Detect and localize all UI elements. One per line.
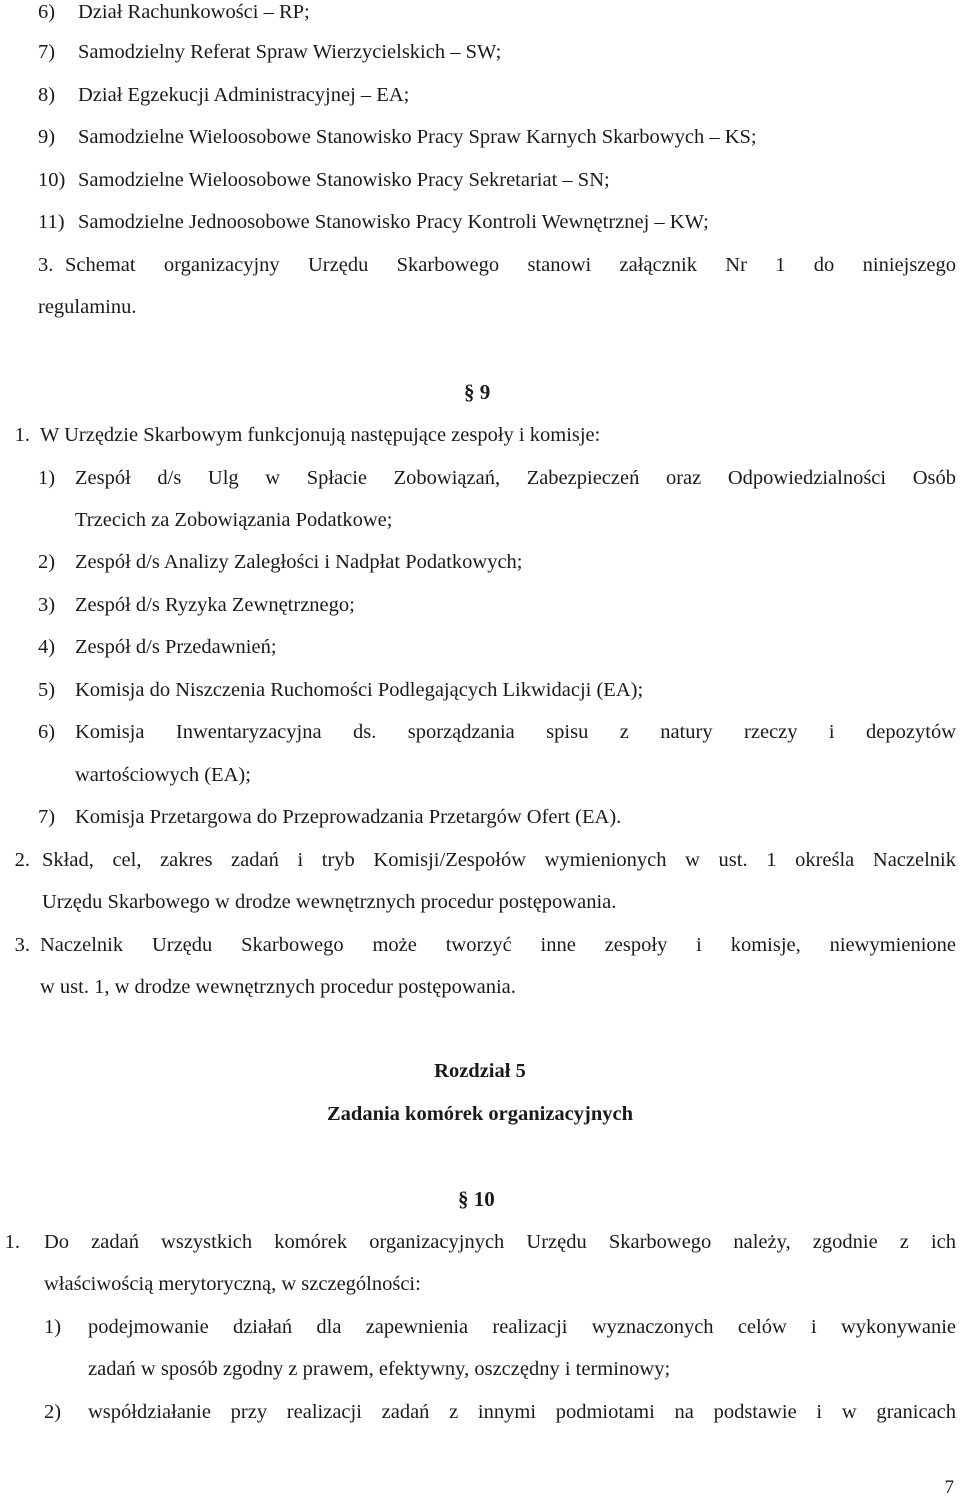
section-mark: § 9 xyxy=(464,380,491,404)
list-item-text: Komisja Inwentaryzacyjna ds. sporządzania spisu z natury rzeczy i depozytów xyxy=(75,721,956,743)
list-item-text: Samodzielne Wieloosobowe Stanowisko Pracy Sekretariat – SN; xyxy=(78,169,610,191)
list-item-text-cont: zadań w sposób zgodny z prawem, efektywny, oszczędny i terminowy; xyxy=(88,1358,671,1380)
paragraph-text: Do zadań wszystkich komórek organizacyjnych Urzędu Skarbowego należy, zgodnie z ich xyxy=(44,1231,956,1253)
list-item-text: Dział Egzekucji Administracyjnej – EA; xyxy=(78,84,410,106)
list-item-text: Samodzielny Referat Spraw Wierzycielskich – SW; xyxy=(78,41,502,63)
list-item-text: Komisja do Niszczenia Ruchomości Podlegających Likwidacji (EA); xyxy=(75,679,644,701)
list-item-text-cont: wartościowych (EA); xyxy=(75,764,251,786)
paragraph-text: Skład, cel, zakres zadań i tryb Komisji/Zespołów wymienionych w ust. 1 określa Naczelnik xyxy=(42,849,956,871)
list-number: 7) xyxy=(38,41,56,63)
list-number: 2) xyxy=(38,551,56,573)
list-item-text-cont: Trzecich za Zobowiązania Podatkowe; xyxy=(75,509,393,531)
list-item-text: Zespół d/s Analizy Zaległości i Nadpłat Podatkowych; xyxy=(75,551,523,573)
page-number: 7 xyxy=(944,1477,954,1498)
list-number: 1) xyxy=(44,1316,62,1338)
list-item-text: podejmowanie działań dla zapewnienia realizacji wyznaczonych celów i wykonywanie xyxy=(88,1316,956,1338)
list-number: 10) xyxy=(38,169,66,191)
list-item-text: Samodzielne Jednoosobowe Stanowisko Pracy Kontroli Wewnętrznej – KW; xyxy=(78,211,709,233)
list-number: 6) xyxy=(38,1,56,23)
chapter-subtitle: Zadania komórek organizacyjnych xyxy=(327,1103,633,1125)
list-number: 7) xyxy=(38,806,56,828)
chapter-title: Rozdział 5 xyxy=(434,1060,526,1082)
list-item-text: Samodzielne Wieloosobowe Stanowisko Pracy Spraw Karnych Skarbowych – KS; xyxy=(78,126,757,148)
list-number: 11) xyxy=(38,211,65,233)
list-item-text: współdziałanie przy realizacji zadań z innymi podmiotami na podstawie i w granicach xyxy=(88,1401,956,1423)
paragraph-text-cont: Urzędu Skarbowego w drodze wewnętrznych procedur postępowania. xyxy=(42,891,617,913)
paragraph-text: Schemat organizacyjny Urzędu Skarbowego stanowi załącznik Nr 1 do niniejszego xyxy=(65,254,956,276)
list-item-text: Komisja Przetargowa do Przeprowadzania Przetargów Ofert (EA). xyxy=(75,806,622,828)
paragraph-number: 1. xyxy=(4,1231,20,1253)
list-number: 2) xyxy=(44,1401,62,1423)
list-item-text: Zespół d/s Przedawnień; xyxy=(75,636,277,658)
list-number: 8) xyxy=(38,84,56,106)
paragraph-text-cont: właściwością merytoryczną, w szczególności: xyxy=(44,1273,421,1295)
list-item-text: Zespół d/s Ulg w Spłacie Zobowiązań, Zabezpieczeń oraz Odpowiedzialności Osób xyxy=(75,467,956,489)
paragraph-text-cont: regulaminu. xyxy=(38,296,137,318)
list-item-text: Dział Rachunkowości – RP; xyxy=(78,1,310,23)
list-number: 4) xyxy=(38,636,56,658)
paragraph-number: 3. xyxy=(38,254,54,276)
paragraph-number: 2. xyxy=(14,849,30,871)
paragraph-number: 3. xyxy=(14,934,30,956)
paragraph-text: Naczelnik Urzędu Skarbowego może tworzyć inne zespoły i komisje, niewymienione xyxy=(40,934,956,956)
section-mark: § 10 xyxy=(458,1187,495,1211)
list-number: 6) xyxy=(38,721,56,743)
list-item-text: Zespół d/s Ryzyka Zewnętrznego; xyxy=(75,594,355,616)
paragraph-text: W Urzędzie Skarbowym funkcjonują następujące zespoły i komisje: xyxy=(40,424,601,446)
list-number: 1) xyxy=(38,467,56,489)
paragraph-text-cont: w ust. 1, w drodze wewnętrznych procedur postępowania. xyxy=(40,976,516,998)
paragraph-number: 1. xyxy=(14,424,30,446)
list-number: 3) xyxy=(38,594,56,616)
list-number: 9) xyxy=(38,126,56,148)
list-number: 5) xyxy=(38,679,56,701)
